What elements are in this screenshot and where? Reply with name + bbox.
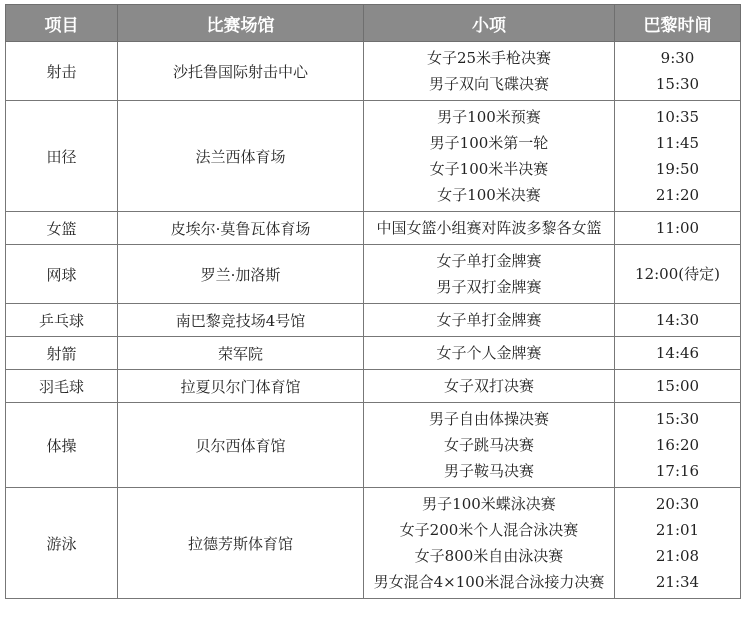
times-cell [615, 245, 741, 304]
sport-cell: 游泳 [6, 488, 118, 599]
times-cell [615, 101, 741, 212]
table-row [6, 488, 741, 599]
time-item: 12:00(待定) [635, 265, 720, 283]
sport-cell: 射击 [6, 42, 118, 101]
time-item: 10:35 [655, 108, 700, 126]
table-row [6, 304, 741, 337]
time-item: 14:46 [655, 344, 700, 362]
time-item: 15:00 [655, 377, 700, 395]
times-cell [615, 212, 741, 245]
event-item: 男子100米预赛 [437, 108, 541, 126]
table-row [6, 370, 741, 403]
time-item: 9:30 [660, 49, 695, 67]
time-item: 21:20 [655, 186, 700, 204]
table-row [6, 403, 741, 488]
times-cell [615, 403, 741, 488]
venue-cell: 罗兰·加洛斯 [118, 245, 364, 304]
time-item: 16:20 [655, 436, 700, 454]
time-item: 21:34 [655, 573, 700, 591]
header-event: 小项 [364, 5, 615, 42]
times-cell [615, 337, 741, 370]
schedule-table-wrapper [5, 4, 740, 599]
time-item: 20:30 [655, 495, 700, 513]
events-cell [364, 42, 615, 101]
event-item: 男女混合4×100米混合泳接力决赛 [373, 573, 605, 591]
header-venue: 比赛场馆 [118, 5, 364, 42]
events-cell [364, 337, 615, 370]
event-item: 男子100米蝶泳决赛 [422, 495, 556, 513]
table-row [6, 42, 741, 101]
table-row [6, 245, 741, 304]
venue-cell: 荣军院 [118, 337, 364, 370]
time-item: 19:50 [655, 160, 700, 178]
table-row [6, 101, 741, 212]
sport-cell: 射箭 [6, 337, 118, 370]
events-cell [364, 245, 615, 304]
event-item: 女子25米手枪决赛 [426, 49, 552, 67]
events-cell [364, 304, 615, 337]
table-row [6, 337, 741, 370]
times-cell [615, 370, 741, 403]
times-cell [615, 304, 741, 337]
time-item: 15:30 [655, 410, 700, 428]
event-item: 男子双向飞碟决赛 [428, 75, 549, 93]
header-row [6, 5, 741, 42]
header-sport: 项目 [6, 5, 118, 42]
event-item: 女子双打决赛 [443, 377, 534, 395]
venue-cell: 皮埃尔·莫鲁瓦体育场 [118, 212, 364, 245]
time-item: 11:45 [655, 134, 700, 152]
event-item: 女子单打金牌赛 [436, 311, 542, 329]
venue-cell: 法兰西体育场 [118, 101, 364, 212]
venue-cell: 拉德芳斯体育馆 [118, 488, 364, 599]
event-item: 女子跳马决赛 [443, 436, 534, 454]
sport-cell: 田径 [6, 101, 118, 212]
events-cell [364, 403, 615, 488]
events-cell [364, 488, 615, 599]
sport-cell: 羽毛球 [6, 370, 118, 403]
event-item: 女子单打金牌赛 [436, 252, 542, 270]
times-cell [615, 42, 741, 101]
time-item: 15:30 [655, 75, 700, 93]
event-item: 女子200米个人混合泳决赛 [399, 521, 579, 539]
events-cell [364, 370, 615, 403]
venue-cell: 贝尔西体育馆 [118, 403, 364, 488]
event-item: 中国女篮小组赛对阵波多黎各女篮 [376, 219, 602, 237]
venue-cell: 拉夏贝尔门体育馆 [118, 370, 364, 403]
time-item: 21:01 [655, 521, 700, 539]
event-item: 男子鞍马决赛 [443, 462, 534, 480]
schedule-table [5, 4, 741, 599]
sport-cell: 网球 [6, 245, 118, 304]
events-cell [364, 212, 615, 245]
sport-cell: 女篮 [6, 212, 118, 245]
venue-cell: 沙托鲁国际射击中心 [118, 42, 364, 101]
venue-cell: 南巴黎竞技场4号馆 [118, 304, 364, 337]
event-item: 女子100米半决赛 [429, 160, 549, 178]
time-item: 17:16 [655, 462, 700, 480]
times-cell [615, 488, 741, 599]
event-item: 男子双打金牌赛 [436, 278, 542, 296]
header-time: 巴黎时间 [615, 5, 741, 42]
event-item: 女子个人金牌赛 [436, 344, 542, 362]
table-row [6, 212, 741, 245]
events-cell [364, 101, 615, 212]
sport-cell: 体操 [6, 403, 118, 488]
time-item: 14:30 [655, 311, 700, 329]
schedule-body [6, 42, 741, 599]
event-item: 女子100米决赛 [437, 186, 541, 204]
time-item: 11:00 [655, 219, 700, 237]
event-item: 女子800米自由泳决赛 [414, 547, 564, 565]
sport-cell: 乒乓球 [6, 304, 118, 337]
event-item: 男子自由体操决赛 [428, 410, 549, 428]
time-item: 21:08 [655, 547, 700, 565]
event-item: 男子100米第一轮 [429, 134, 549, 152]
